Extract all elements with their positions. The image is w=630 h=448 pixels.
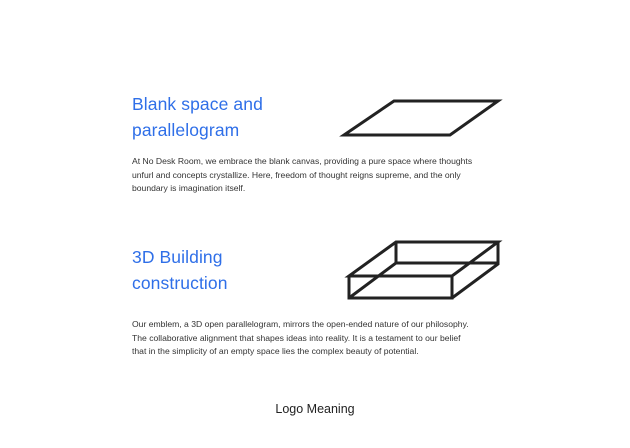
- section-1-title-line-1: Blank space and: [132, 94, 263, 114]
- section-1-body-line-3: boundary is imagination itself.: [132, 183, 246, 193]
- section-1-title-line-2: parallelogram: [132, 120, 240, 140]
- logo-meaning-label: Logo Meaning: [275, 402, 355, 416]
- section-2-title: [132, 244, 228, 296]
- section-2-body-line-1: Our emblem, a 3D open parallelogram, mirrors the open-ended nature of our philosophy.: [132, 319, 469, 329]
- section-1-body-line-2: unfurl and concepts crystallize. Here, freedom of thought reigns supreme, and the only: [132, 169, 461, 180]
- section-2-title-line-1: 3D Building: [132, 247, 223, 267]
- section-2-title-line-2: construction: [132, 273, 228, 293]
- open-box-icon: [342, 236, 504, 304]
- section-2-body-line-2: The collaborative alignment that shapes ideas into reality. It is a testament to our belief: [132, 332, 461, 343]
- parallelogram-icon: [338, 96, 504, 142]
- section-2-body-line-3: that in the simplicity of an empty space lies the complex beauty of potential.: [132, 346, 419, 356]
- section-2-body: [132, 318, 469, 359]
- section-1-title: [132, 91, 263, 143]
- section-1-body-line-1: At No Desk Room, we embrace the blank canvas, providing a pure space where thoughts: [132, 156, 473, 166]
- section-1-body: [132, 155, 472, 196]
